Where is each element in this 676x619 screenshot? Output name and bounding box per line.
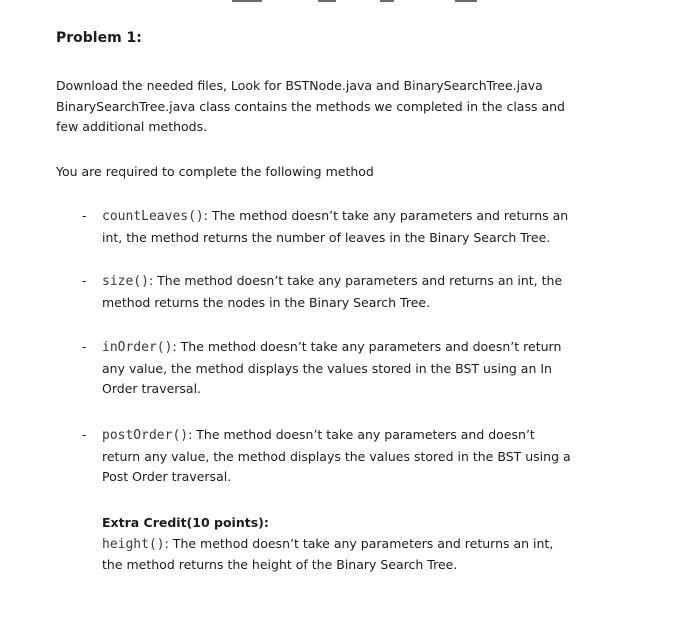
method-code-name: inOrder() [102, 340, 173, 355]
method-description: : The method doesn’t take any parameters and returns an int, [164, 535, 554, 551]
intro-paragraph [56, 76, 662, 138]
cropped-text-fragment [455, 0, 477, 2]
intro-line: few additional methods. [56, 119, 208, 134]
method-description: : The method doesn’t take any parameters and doesn’t return [172, 339, 562, 354]
intro-line: BinarySearchTree.java class contains the methods we completed in the class and [56, 98, 565, 114]
method-line: the method returns the height of the Binary Search Tree. [102, 557, 458, 572]
cropped-previous-text [0, 0, 676, 6]
method-line [102, 271, 662, 293]
method-line [102, 425, 662, 447]
method-line: Order traversal. [102, 381, 202, 396]
method-description: : The method doesn’t take any parameters and doesn’t [188, 427, 535, 442]
method-line: method returns the nodes in the Binary Search Tree. [102, 294, 431, 310]
method-line: int, the method returns the number of leaves in the Binary Search Tree. [102, 229, 551, 245]
method-line [102, 206, 662, 228]
method-code-name: countLeaves() [102, 209, 204, 224]
method-item-size [56, 271, 662, 313]
method-line: return any value, the method displays the values stored in the BST using a [102, 448, 571, 464]
extra-credit-label: Extra Credit(10 points): [102, 515, 269, 530]
method-line: any value, the method displays the values stored in the BST using an In [102, 360, 552, 376]
method-description: : The method doesn’t take any parameters and returns an int, the [148, 273, 563, 288]
bullet-dash: - [82, 208, 87, 223]
method-line [102, 337, 662, 359]
cropped-text-fragment [318, 0, 336, 2]
extra-credit-section [102, 513, 662, 576]
method-description: : The method doesn’t take any parameters and returns an [203, 208, 569, 223]
required-text: You are required to complete the following method [56, 164, 374, 179]
bullet-dash: - [82, 339, 87, 354]
method-item-count-leaves [56, 206, 662, 248]
method-code-name: size() [102, 274, 149, 289]
method-item-post-order [56, 425, 662, 488]
method-line [102, 534, 662, 556]
cropped-text-fragment [380, 0, 394, 2]
bullet-dash: - [82, 427, 87, 442]
intro-line: Download the needed files, Look for BSTNode.java and BinarySearchTree.java [56, 78, 543, 93]
method-line: Post Order traversal. [102, 469, 232, 484]
method-code-name: height() [102, 536, 165, 552]
method-item-in-order [56, 337, 662, 400]
bullet-dash: - [82, 273, 87, 288]
cropped-text-fragment [232, 0, 262, 2]
problem-heading: Problem 1: [56, 30, 142, 46]
method-code-name: postOrder() [102, 428, 189, 443]
